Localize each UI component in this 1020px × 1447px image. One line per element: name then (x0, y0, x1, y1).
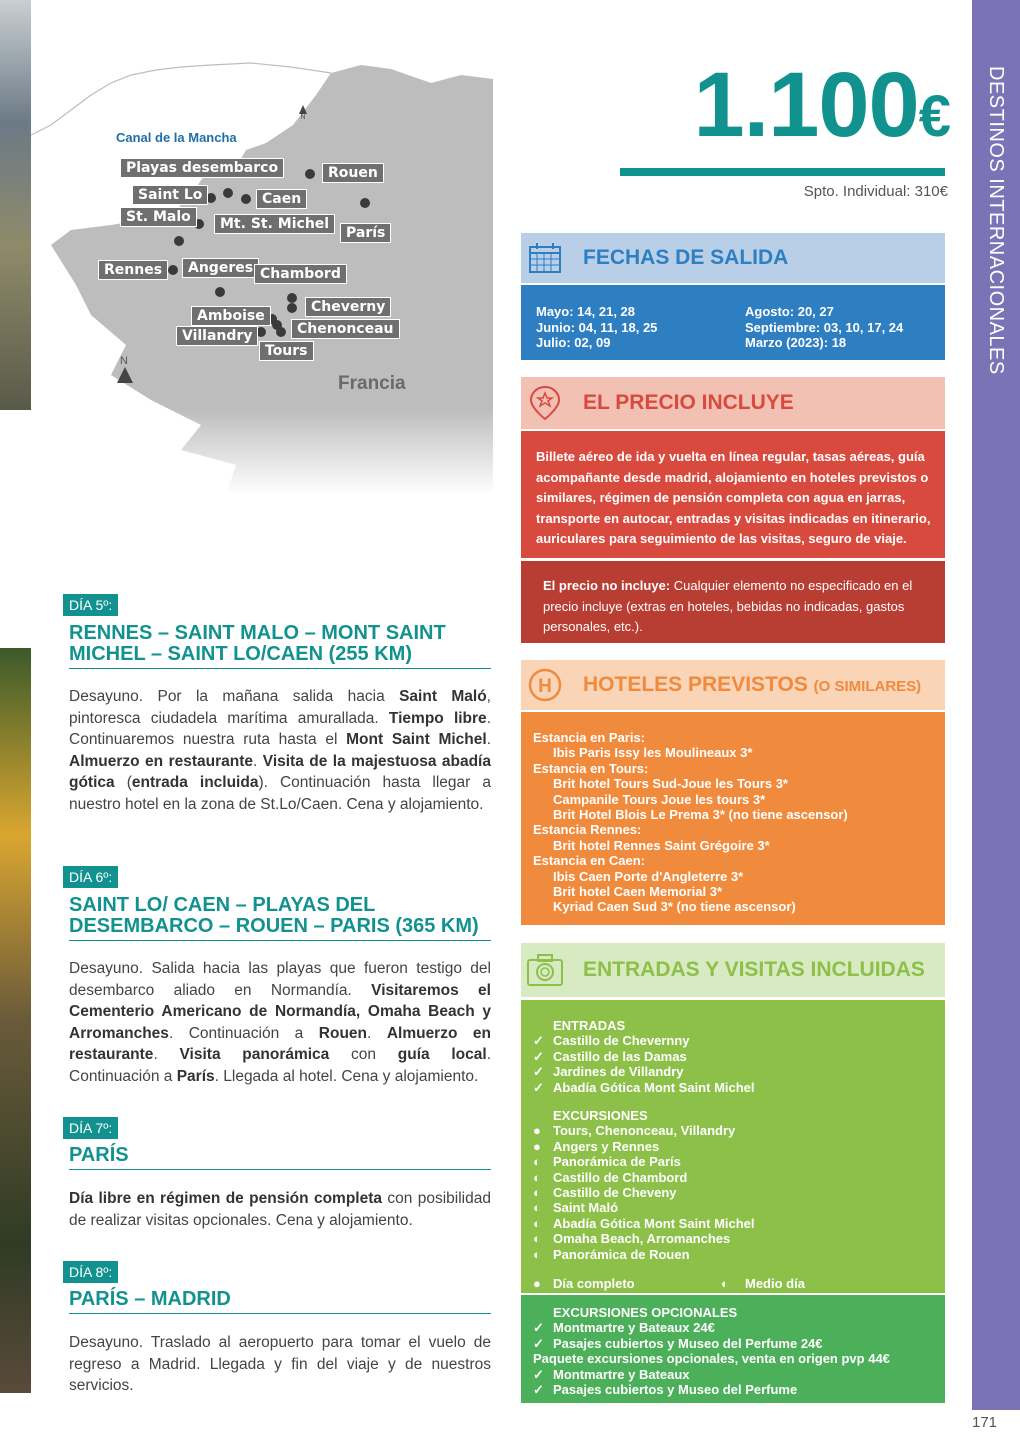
place-label: Chambord (254, 264, 347, 284)
check-icon: ✓ (533, 1382, 544, 1398)
opcional-item-text: Montmartre y Bateaux (553, 1366, 690, 1382)
fecha-line: Marzo (2023): 18 (745, 335, 847, 350)
hotel-name: Campanile Tours Joue les tours 3* (553, 791, 766, 807)
price-amount: 1.100 (693, 54, 919, 156)
highlight-text: Mont Saint Michel (346, 731, 487, 749)
opcional-item (533, 1320, 945, 1335)
hotel-name: Brit Hotel Blois Le Prema 3* (no tiene ascensor) (553, 807, 848, 823)
no-incluye-body (521, 561, 945, 643)
hoteles-body (521, 712, 945, 925)
hotel-name: Ibis Paris Issy les Moulineaux 3* (553, 745, 753, 761)
hotel-icon (521, 667, 569, 703)
entrada-item-text: Castillo de Chevernny (553, 1033, 690, 1049)
body-text: Desayuno. Traslado al aeropuerto para tomar el vuelo de regreso a Madrid. Llegada y fin del viaje y de nuestros servicios. (69, 1334, 491, 1395)
north-arrow-big-icon (117, 367, 133, 383)
country-label: Francia (338, 373, 406, 394)
check-icon: ✓ (533, 1079, 544, 1095)
excursion-item-text: Angers y Rennes (553, 1138, 660, 1154)
hotel-name: Brit hotel Tours Sud-Joue les Tours 3* (553, 776, 788, 792)
hotel-name: Ibis Caen Porte d'Angleterre 3* (553, 868, 744, 884)
body-text: con posibilidad de realizar visitas opcionales. Cena y alojamiento. (69, 1190, 491, 1229)
entradas-list (533, 1033, 945, 1095)
calendar-icon (521, 242, 569, 274)
place-label: Cheverny (305, 297, 391, 317)
hoteles-title (583, 673, 921, 697)
dot-playas (223, 188, 233, 198)
incluye-text: Billete aéreo de ida y vuelta en línea regular, tasas aéreas, guía acompañante desde madrid, alojamiento en hoteles previstos o similares, régimen de pensión completa con agua en jarras, transporte en autocar, entradas y visitas indicadas en itinerario, auriculares para seguimiento de las visitas, seguro de viaje. (536, 449, 931, 546)
route-map (31, 55, 493, 495)
no-incluye-desc: Cualquier elemento no especificado en el precio incluye (extras en hoteles, bebidas no indicadas, gastos personales, etc.). (543, 578, 913, 634)
place-label: Rouen (322, 163, 384, 183)
day-title: PARÍS (69, 1145, 491, 1170)
hotel-stay-label: Estancia en Tours: (533, 760, 649, 776)
dot-paris (360, 198, 370, 208)
highlight-text: Rouen (318, 1024, 368, 1042)
opcional-item-text: Pasajes cubiertos y Museo del Perfume (553, 1382, 798, 1398)
north-arrow-big (117, 355, 131, 383)
place-label: Villandry (176, 326, 258, 346)
body-text: ( (114, 774, 132, 792)
excursiones-list (533, 1123, 945, 1262)
section-tab (972, 0, 1020, 1410)
sea-label: Canal de la Mancha (116, 130, 237, 145)
excursion-item-text: Castillo de Chambord (553, 1169, 688, 1185)
no-incluye-text (521, 561, 945, 638)
body-text: Desayuno. Salida hacia las playas que fueron testigo del desembarco aliado en Normandía. (69, 960, 491, 999)
body-text: con (329, 1046, 398, 1064)
full-day-icon: ● (533, 1123, 541, 1139)
fecha-line: Mayo: 14, 21, 28 (536, 304, 635, 319)
body-text: . (253, 752, 263, 770)
excursiones-label: EXCURSIONES (553, 1108, 648, 1124)
full-day-icon: ● (533, 1276, 541, 1292)
check-icon: ✓ (533, 1366, 544, 1382)
camera-icon (521, 953, 569, 987)
entradas-body (521, 1000, 945, 1293)
day-badge: DÍA 8º: (63, 1261, 118, 1283)
entrada-item-text: Jardines de Villandry (553, 1064, 684, 1080)
body-text: Desayuno. Por la mañana salida hacia (69, 688, 400, 705)
body-text: , pintoresca ciudadela marítima amurallada. (69, 688, 491, 727)
highlight-text: Tiempo libre (388, 709, 487, 727)
excursion-item (533, 1154, 945, 1169)
place-label: St. Malo (120, 207, 197, 227)
fechas-col-2 (721, 304, 930, 351)
legend (533, 1276, 945, 1291)
day-badge: DÍA 7º: (63, 1117, 118, 1139)
day-title: RENNES – SAINT MALO – MONT SAINT MICHEL – SAINT LO/CAEN (255 KM) (69, 623, 491, 669)
excursion-item-text: Tours, Chenonceau, Villandry (553, 1123, 736, 1139)
day-text (69, 1188, 491, 1231)
legend-full-label: Día completo (553, 1276, 635, 1292)
highlight-text: París (176, 1067, 215, 1085)
fecha-line: Julio: 02, 09 (536, 335, 611, 350)
entrada-item-text: Castillo de las Damas (553, 1048, 687, 1064)
half-day-icon: ◐ (533, 1200, 541, 1216)
price-currency: € (918, 84, 950, 149)
excursion-item (533, 1247, 945, 1262)
day-title: PARÍS – MADRID (69, 1289, 491, 1314)
half-day-icon: ◐ (533, 1169, 541, 1185)
highlight-text: Almuerzo en restaurante (69, 752, 254, 770)
page-number (972, 1410, 1020, 1447)
fecha-line: Agosto: 20, 27 (745, 304, 834, 319)
highlight-text: Almuerzo en restaurante (69, 1024, 492, 1064)
dot-angers (215, 287, 225, 297)
half-day-icon: ◐ (533, 1154, 541, 1170)
half-day-icon: ◐ (533, 1246, 541, 1262)
dot-rennes (168, 265, 178, 275)
hotel-name: Brit hotel Caen Memorial 3* (553, 884, 723, 900)
hoteles-title-main: HOTELES PREVISTOS (583, 673, 808, 696)
excursion-item (533, 1216, 945, 1231)
incluye-header (521, 377, 945, 429)
excursion-item (533, 1123, 945, 1138)
place-label: Saint Lo (132, 185, 208, 205)
opcionales-body (521, 1295, 945, 1403)
body-text: . (153, 1046, 180, 1064)
page-number-label: 171 (972, 1414, 998, 1431)
photo-strip-top (0, 0, 31, 410)
half-day-icon: ◐ (533, 1215, 541, 1231)
north-arrow-small (297, 105, 309, 121)
hotel-stay-label: Estancia en Caen: (533, 853, 645, 869)
check-icon: ✓ (533, 1335, 544, 1351)
no-incluye-label: El precio no incluye: (543, 578, 671, 593)
day-text (69, 686, 491, 816)
fechas-header (521, 233, 945, 283)
highlight-text: Día libre en régimen de pensión completa (69, 1190, 383, 1207)
opcional-item (533, 1382, 945, 1397)
check-icon: ✓ (533, 1033, 544, 1049)
single-supplement: Spto. Individual: 310€ (803, 183, 948, 200)
dot-caen (241, 194, 251, 204)
entradas-label: ENTRADAS (553, 1018, 626, 1033)
place-label: Rennes (98, 260, 168, 280)
opcionales-paquete: Paquete excursiones opcionales, venta en origen pvp 44€ (533, 1351, 890, 1367)
body-text: . Continuaremos nuestra ruta hasta el (69, 709, 491, 749)
fecha-line: Septiembre: 03, 10, 17, 24 (745, 319, 904, 335)
place-label: Angeres (182, 258, 259, 278)
excursion-item-text: Panorámica de Rouen (553, 1246, 690, 1262)
dot-rouen (305, 169, 315, 179)
dot-st-malo (174, 236, 184, 246)
body-text: ). Continuación hasta llegar a nuestro hotel en la zona de St.Lo/Caen. Cena y alojamiento. (69, 774, 491, 813)
opcional-item (533, 1336, 945, 1351)
excursion-item (533, 1139, 945, 1154)
place-label: Tours (259, 341, 314, 361)
excursion-item-text: Abadía Gótica Mont Saint Michel (553, 1215, 755, 1231)
excursion-item (533, 1170, 945, 1185)
excursion-item (533, 1231, 945, 1246)
opcional-item-text: Montmartre y Bateaux 24€ (553, 1320, 715, 1336)
place-label: Playas desembarco (120, 158, 284, 178)
entradas-title: ENTRADAS Y VISITAS INCLUIDAS (583, 958, 925, 981)
fechas-title: FECHAS DE SALIDA (583, 246, 789, 269)
day-badge: DÍA 6º: (63, 866, 118, 888)
excursion-item-text: Panorámica de París (553, 1154, 681, 1170)
highlight-text: Saint Maló (399, 688, 487, 705)
opcionales-list-1 (533, 1320, 945, 1351)
section-tab-label: DESTINOS INTERNACIONALES (985, 66, 1007, 375)
body-text: . (367, 1024, 387, 1042)
highlight-text: Visita panorámica (179, 1046, 330, 1064)
day-text (69, 958, 491, 1088)
excursion-item (533, 1200, 945, 1215)
england-coast (31, 63, 331, 135)
excursion-item-text: Castillo de Cheveny (553, 1185, 677, 1201)
hotel-stay-label: Estancia Rennes: (533, 822, 642, 838)
photo-strip-bottom (0, 648, 31, 1393)
entrada-item (533, 1064, 945, 1079)
opcionales-label: EXCURSIONES OPCIONALES (553, 1305, 738, 1320)
check-icon: ✓ (533, 1064, 544, 1080)
place-label: Chenonceau (291, 319, 400, 339)
entrada-item (533, 1080, 945, 1095)
highlight-text: guía local (397, 1046, 487, 1064)
hotel-name: Kyriad Caen Sud 3* (no tiene ascensor) (553, 899, 796, 915)
body-text: . Continuación a (69, 1046, 491, 1085)
place-label: Caen (256, 189, 307, 209)
svg-text:H: H (538, 676, 552, 697)
fecha-line: Junio: 04, 11, 18, 25 (536, 319, 658, 335)
north-arrow-small-icon (299, 105, 307, 114)
north-big-label: N (120, 355, 128, 367)
hoteles-title-small: (O SIMILARES) (813, 678, 922, 695)
fechas-body (521, 285, 945, 360)
hoteles-header (521, 660, 945, 710)
dot-tours (276, 327, 286, 337)
incluye-body (521, 431, 945, 558)
day-text (69, 1332, 491, 1397)
excursion-item-text: Saint Maló (553, 1200, 619, 1216)
place-label: Mt. St. Michel (214, 214, 335, 234)
place-label: París (340, 223, 391, 243)
excursion-item-text: Omaha Beach, Arromanches (553, 1231, 731, 1247)
highlight-text: Visita de la majestuosa abadía gótica (69, 752, 491, 792)
day-title: SAINT LO/ CAEN – PLAYAS DEL DESEMBARCO – ROUEN – PARIS (365 KM) (69, 895, 491, 941)
highlight-text: entrada incluida (131, 774, 259, 792)
entrada-item (533, 1033, 945, 1048)
legend-half-label: Medio día (745, 1276, 805, 1292)
entrada-item (533, 1049, 945, 1064)
place-label: Amboise (191, 306, 271, 326)
opcional-item-text: Pasajes cubiertos y Museo del Perfume 24€ (553, 1335, 823, 1351)
north-small-label: N (300, 114, 306, 121)
check-icon: ✓ (533, 1048, 544, 1064)
check-icon: ✓ (533, 1320, 544, 1336)
half-day-icon: ◐ (721, 1276, 729, 1292)
entradas-header (521, 943, 945, 997)
badge-star-icon (521, 385, 569, 421)
half-day-icon: ◐ (533, 1231, 541, 1247)
entrada-item-text: Abadía Gótica Mont Saint Michel (553, 1079, 755, 1095)
full-day-icon: ● (533, 1138, 541, 1154)
dot-cheverny (287, 303, 297, 313)
day-badge: DÍA 5º: (63, 594, 118, 616)
body-text: . Continuación a (168, 1024, 319, 1042)
hotel-stay-label: Estancia en Paris: (533, 730, 645, 745)
excursion-item (533, 1185, 945, 1200)
opcionales-list-2 (533, 1367, 945, 1398)
hotel-name: Brit hotel Rennes Saint Grégoire 3* (553, 837, 770, 853)
highlight-text: Visitaremos el Cementerio Americano de Normandía, Omaha Beach y Arromanches (69, 981, 491, 1042)
price (620, 55, 950, 167)
fechas-col-1 (536, 304, 721, 351)
half-day-icon: ◐ (533, 1185, 541, 1201)
body-text: . Llegada al hotel. Cena y alojamiento. (214, 1067, 479, 1085)
body-text: . (486, 731, 492, 749)
opcional-item (533, 1367, 945, 1382)
incluye-title: EL PRECIO INCLUYE (583, 391, 794, 414)
price-underline (620, 168, 945, 176)
dot-chambord (287, 293, 297, 303)
